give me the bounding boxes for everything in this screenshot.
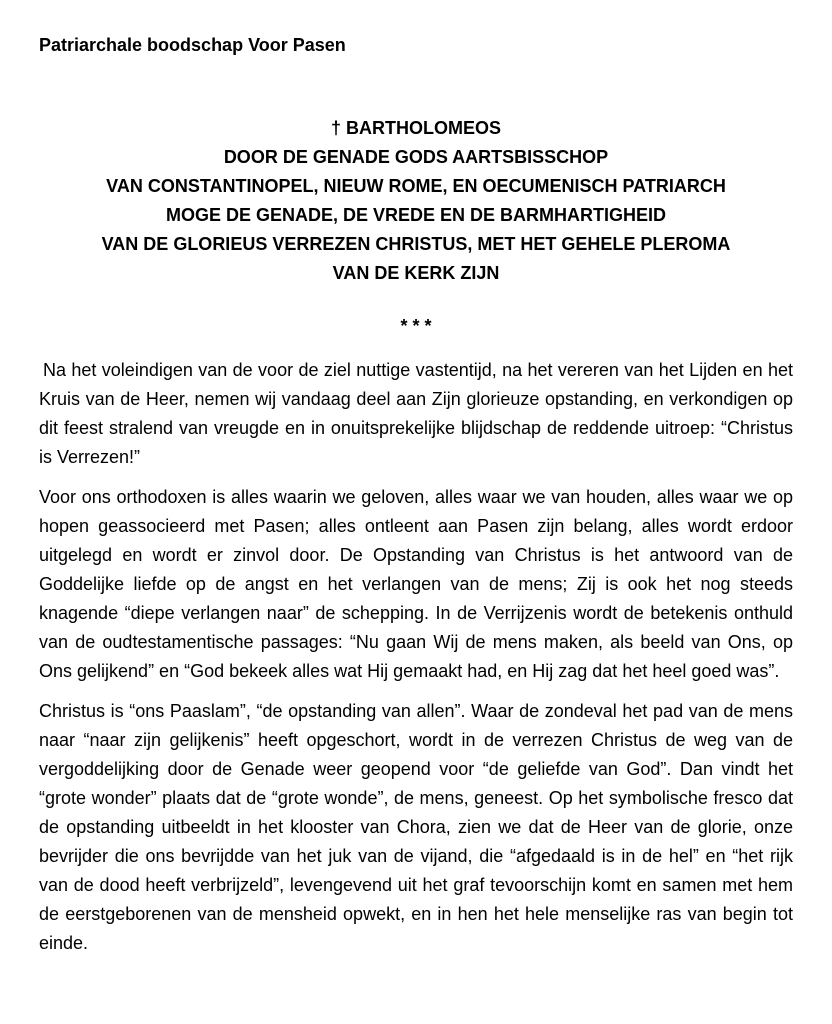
paragraph: Christus is “ons Paaslam”, “de opstanding van allen”. Waar de zondeval het pad van de mens naar “naar zijn gelijkenis” heeft opgeschort, wordt in de verrezen Christus de weg van de vergoddelijking door de Genade weer geopend voor “de geliefde van God”. Dan vindt het “grote wonder” plaats dat de “grote wonde”, de mens, geneest. Op het symbolische fresco dat de opstanding uitbeeldt in het klooster van Chora, zien we dat de Heer van de glorie, onze bevrijder die ons bevrijdde van het juk van de vijand, die “afgedaald is in de hel” en “het rijk van de dood heeft verbrijzeld”, levengevend uit het graf tevoorschijn komt en samen met hem de eerstgeborenen van de mensheid opwekt, en in hen het hele menselijke ras van begin tot einde. xyxy=(39,701,793,953)
heading-line: VAN CONSTANTINOPEL, NIEUW ROME, EN OECUMENISCH PATRIARCH xyxy=(106,176,726,196)
paragraph: Na het voleindigen van de voor de ziel nuttige vastentijd, na het vereren van het Lijden en het Kruis van de Heer, nemen wij vandaag deel aan Zijn glorieuze opstanding, en verkondigen op dit feest stralend van vreugde en in onuitsprekelijke blijdschap de reddende uitroep: “Christus is Verrezen!” xyxy=(39,360,793,467)
heading-line: MOGE DE GENADE, DE VREDE EN DE BARMHARTIGHEID xyxy=(165,205,667,225)
section-separator: * * * xyxy=(400,316,432,336)
heading-line: VAN DE KERK ZIJN xyxy=(332,263,500,283)
paragraph: Voor ons orthodoxen is alles waarin we geloven, alles waar we van houden, alles waar we op hopen geassocieerd met Pasen; alles ontleent aan Pasen zijn belang, alles wordt erdoor uitgelegd en wordt er zinvol door. De Opstanding van Christus is het antwoord van de Goddelijke liefde op de angst en het verlangen van de mens; Zij is ook het nog steeds knagende “diepe verlangen naar” de schepping. In de Verrijzenis wordt de betekenis onthuld van de oudtestamentische passages: “Nu gaan Wij de mens maken, als beeld van Ons, op Ons gelijkend” en “God bekeek alles wat Hij gemaakt had, en Hij zag dat het heel goed was”. xyxy=(39,487,793,681)
message-body xyxy=(39,356,793,969)
heading-line: † BARTHOLOMEOS xyxy=(330,118,501,138)
patriarch-heading xyxy=(39,114,793,288)
heading-line: VAN DE GLORIEUS VERREZEN CHRISTUS, MET HET GEHELE PLEROMA xyxy=(101,234,731,254)
heading-line: DOOR DE GENADE GODS AARTSBISSCHOP xyxy=(223,147,609,167)
document-title: Patriarchale boodschap Voor Pasen xyxy=(39,35,346,55)
